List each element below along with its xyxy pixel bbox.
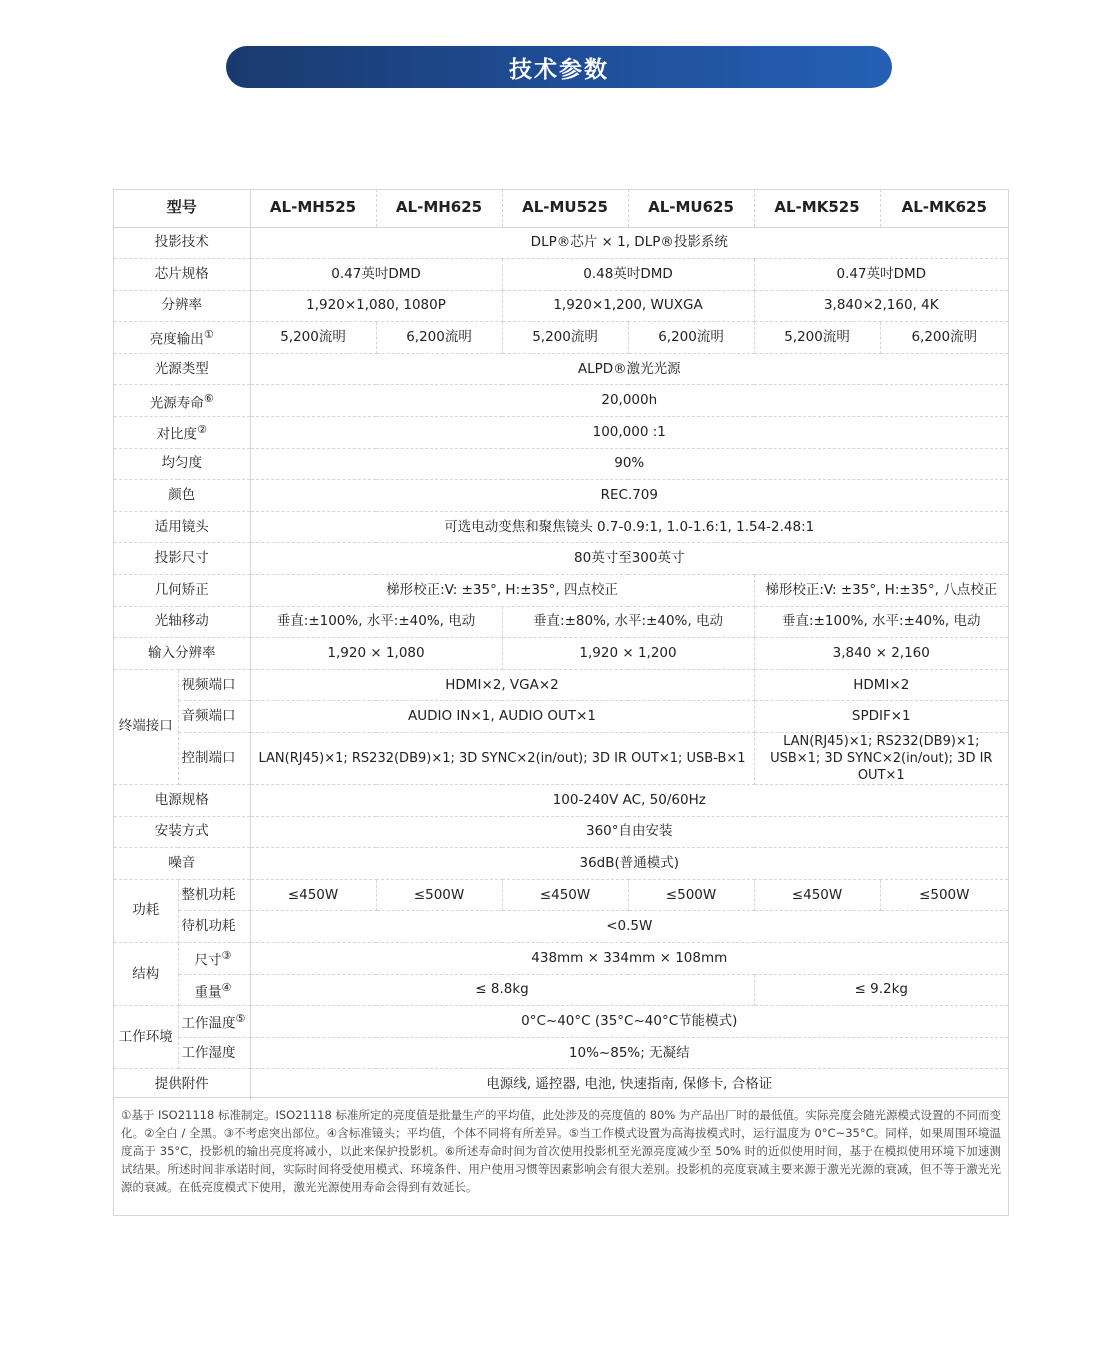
row-label: 安装方式 bbox=[114, 816, 250, 848]
row-label-text: 光源寿命 bbox=[149, 395, 204, 412]
table-row bbox=[114, 227, 1008, 259]
table-header-row bbox=[114, 189, 1008, 227]
sub-label: 音频端口 bbox=[178, 701, 250, 733]
table-row bbox=[114, 606, 1008, 638]
header-model: AL-MH525 bbox=[250, 189, 376, 227]
table-row bbox=[114, 1069, 1008, 1101]
table-row bbox=[114, 942, 1008, 974]
row-value: LAN(RJ45)×1; RS232(DB9)×1; 3D SYNC×2(in/out); 3D IR OUT×1; USB-B×1 bbox=[250, 733, 754, 785]
section-title-banner: 技术参数 bbox=[226, 46, 892, 88]
footnote-text: ①基于 ISO21118 标准制定。ISO21118 标准所定的亮度值是批量生产的平均值，此处涉及的亮度值的 80% 为产品出厂时的最低值。实际亮度会随光源模式设置的不同而变化。②全白 / 全黑。③不考虑突出部位。④含标准镜头；平均值，个体不同将有所差异。⑤当工作模式设置为高海拔模式时，运行温度为 0°C~35°C。同样，如果周围环境温度高于 35°C，投影机的输出亮度将减小，以此来保护投影机。⑥所述寿命时间为首次使用投影机至光源亮度减少至 50% 时的近似使用时间，基于在模拟使用环境下加速测试结果。所述时间非承诺时间，实际时间将受使用模式、环境条件、用户使用习惯等因素影响会有很大差别。投影机的亮度衰减主要来源于激光光源的衰减，但不等于激光光源的衰减。在低亮度模式下使用，激光光源使用寿命会得到有效延长。 bbox=[121, 1108, 1001, 1194]
row-label: 分辨率 bbox=[114, 290, 250, 322]
footnote-marker: ③ bbox=[221, 949, 232, 963]
header-model-label: 型号 bbox=[114, 189, 250, 227]
header-model: AL-MU525 bbox=[502, 189, 628, 227]
table-row bbox=[114, 669, 1008, 701]
row-value: 5,200流明 bbox=[754, 322, 880, 354]
footnote-marker: ② bbox=[197, 423, 207, 437]
footnote-marker: ⑥ bbox=[203, 391, 214, 405]
row-value: 电源线, 遥控器, 电池, 快速指南, 保修卡, 合格证 bbox=[486, 1076, 773, 1093]
row-value: 438mm × 334mm × 108mm bbox=[250, 942, 1008, 974]
table-row bbox=[114, 848, 1008, 880]
sub-label bbox=[178, 1006, 250, 1038]
row-value: 垂直:±100%, 水平:±40%, 电动 bbox=[250, 606, 502, 638]
row-value: 6,200流明 bbox=[376, 322, 502, 354]
table-row bbox=[114, 911, 1008, 943]
row-label-text: 对比度 bbox=[156, 426, 198, 443]
row-label: 几何矫正 bbox=[114, 575, 250, 607]
row-label: 光源类型 bbox=[114, 353, 250, 385]
row-value: 垂直:±100%, 水平:±40%, 电动 bbox=[754, 606, 1008, 638]
sub-label: 控制端口 bbox=[178, 733, 250, 785]
table-row bbox=[114, 322, 1008, 354]
sub-label-text: 重量 bbox=[194, 984, 222, 1001]
row-value: 5,200流明 bbox=[250, 322, 376, 354]
row-value: 梯形校正:V: ±35°, H:±35°, 四点校正 bbox=[250, 575, 754, 607]
sub-label: 待机功耗 bbox=[178, 911, 250, 943]
group-label: 工作环境 bbox=[114, 1006, 178, 1069]
row-label bbox=[114, 385, 250, 417]
row-value: 1,920×1,200, WUXGA bbox=[502, 290, 754, 322]
footnote-marker: ① bbox=[203, 328, 214, 342]
row-value: HDMI×2 bbox=[754, 669, 1008, 701]
footnote-marker: ⑤ bbox=[235, 1012, 246, 1026]
row-label: 芯片规格 bbox=[114, 259, 250, 291]
row-value: 1,920×1,080, 1080P bbox=[250, 290, 502, 322]
header-model: AL-MH625 bbox=[376, 189, 502, 227]
table-row bbox=[114, 353, 1008, 385]
row-value: ≤ 9.2kg bbox=[754, 974, 1008, 1006]
row-label bbox=[114, 417, 250, 449]
sub-label-text: 尺寸 bbox=[194, 952, 222, 969]
header-model: AL-MK625 bbox=[880, 189, 1008, 227]
row-value: ≤450W bbox=[754, 879, 880, 911]
row-value: 0°C~40°C (35°C~40°C节能模式) bbox=[250, 1006, 1008, 1038]
row-value: DLP®芯片 × 1, DLP®投影系统 bbox=[250, 227, 1008, 259]
row-value: ALPD®激光光源 bbox=[250, 353, 1008, 385]
row-label: 适用镜头 bbox=[114, 511, 250, 543]
row-value: 100-240V AC, 50/60Hz bbox=[250, 785, 1008, 817]
row-label: 提供附件 bbox=[114, 1069, 250, 1101]
row-value: ≤450W bbox=[250, 879, 376, 911]
row-value: LAN(RJ45)×1; RS232(DB9)×1; USB×1; 3D SYNC×2(in/out); 3D IR OUT×1 bbox=[754, 733, 1008, 785]
row-label bbox=[114, 322, 250, 354]
table-row bbox=[114, 259, 1008, 291]
row-label: 颜色 bbox=[114, 480, 250, 512]
header-model: AL-MK525 bbox=[754, 189, 880, 227]
table-row bbox=[114, 638, 1008, 670]
sub-label bbox=[178, 942, 250, 974]
table-row bbox=[114, 417, 1008, 449]
row-value: 3,840 × 2,160 bbox=[754, 638, 1008, 670]
sub-label: 整机功耗 bbox=[178, 879, 250, 911]
sub-label: 视频端口 bbox=[178, 669, 250, 701]
row-label: 输入分辨率 bbox=[114, 638, 250, 670]
table-row bbox=[114, 385, 1008, 417]
row-value: 0.47英吋DMD bbox=[250, 259, 502, 291]
table-row bbox=[114, 290, 1008, 322]
row-value: 1,920 × 1,200 bbox=[502, 638, 754, 670]
row-label: 均匀度 bbox=[114, 448, 250, 480]
row-value: REC.709 bbox=[250, 480, 1008, 512]
table-row bbox=[114, 974, 1008, 1006]
row-value: 6,200流明 bbox=[880, 322, 1008, 354]
table-row bbox=[114, 785, 1008, 817]
row-value: 6,200流明 bbox=[628, 322, 754, 354]
row-value: ≤500W bbox=[376, 879, 502, 911]
row-value: ≤500W bbox=[880, 879, 1008, 911]
row-label: 光轴移动 bbox=[114, 606, 250, 638]
table-row bbox=[114, 575, 1008, 607]
row-value: SPDIF×1 bbox=[754, 701, 1008, 733]
row-label: 噪音 bbox=[114, 848, 250, 880]
row-value: 0.47英吋DMD bbox=[754, 259, 1008, 291]
table-row bbox=[114, 543, 1008, 575]
sub-label-text: 工作温度 bbox=[181, 1015, 236, 1032]
table-row bbox=[114, 1006, 1008, 1038]
table-row bbox=[114, 1037, 1008, 1069]
table-row bbox=[114, 733, 1008, 785]
row-value: AUDIO IN×1, AUDIO OUT×1 bbox=[250, 701, 754, 733]
group-label: 功耗 bbox=[114, 879, 178, 942]
table-row bbox=[114, 480, 1008, 512]
row-label: 投影尺寸 bbox=[114, 543, 250, 575]
footnote-divider bbox=[114, 1097, 1008, 1098]
row-value: 90% bbox=[250, 448, 1008, 480]
row-value: 10%~85%; 无凝结 bbox=[250, 1037, 1008, 1069]
spec-table bbox=[114, 189, 1008, 1100]
group-label: 结构 bbox=[114, 942, 178, 1005]
row-value: 垂直:±80%, 水平:±40%, 电动 bbox=[502, 606, 754, 638]
row-value: <0.5W bbox=[250, 911, 1008, 943]
row-value: 80英寸至300英寸 bbox=[250, 543, 1008, 575]
row-value: 3,840×2,160, 4K bbox=[754, 290, 1008, 322]
row-label-text: 亮度输出 bbox=[149, 331, 204, 348]
sub-label bbox=[178, 974, 250, 1006]
row-value: 20,000h bbox=[250, 385, 1008, 417]
row-value: 可选电动变焦和聚焦镜头 0.7-0.9:1, 1.0-1.6:1, 1.54-2.48:1 bbox=[250, 511, 1008, 543]
table-row bbox=[114, 816, 1008, 848]
row-value: ≤ 8.8kg bbox=[250, 974, 754, 1006]
footnote-marker: ④ bbox=[221, 980, 232, 994]
table-row bbox=[114, 448, 1008, 480]
row-label: 电源规格 bbox=[114, 785, 250, 817]
row-value: ≤500W bbox=[628, 879, 754, 911]
table-row bbox=[114, 511, 1008, 543]
group-label: 终端接口 bbox=[114, 669, 178, 784]
sub-label: 工作湿度 bbox=[178, 1037, 250, 1069]
row-value: 0.48英吋DMD bbox=[502, 259, 754, 291]
row-value: 360°自由安装 bbox=[250, 816, 1008, 848]
row-value: 梯形校正:V: ±35°, H:±35°, 八点校正 bbox=[754, 575, 1008, 607]
row-value: 36dB(普通模式) bbox=[250, 848, 1008, 880]
row-value: 100,000 :1 bbox=[250, 417, 1008, 449]
row-value: 5,200流明 bbox=[502, 322, 628, 354]
header-model: AL-MU625 bbox=[628, 189, 754, 227]
row-value: 1,920 × 1,080 bbox=[250, 638, 502, 670]
row-value: HDMI×2, VGA×2 bbox=[250, 669, 754, 701]
row-value: ≤450W bbox=[502, 879, 628, 911]
row-label: 投影技术 bbox=[114, 227, 250, 259]
table-row bbox=[114, 879, 1008, 911]
table-row bbox=[114, 701, 1008, 733]
